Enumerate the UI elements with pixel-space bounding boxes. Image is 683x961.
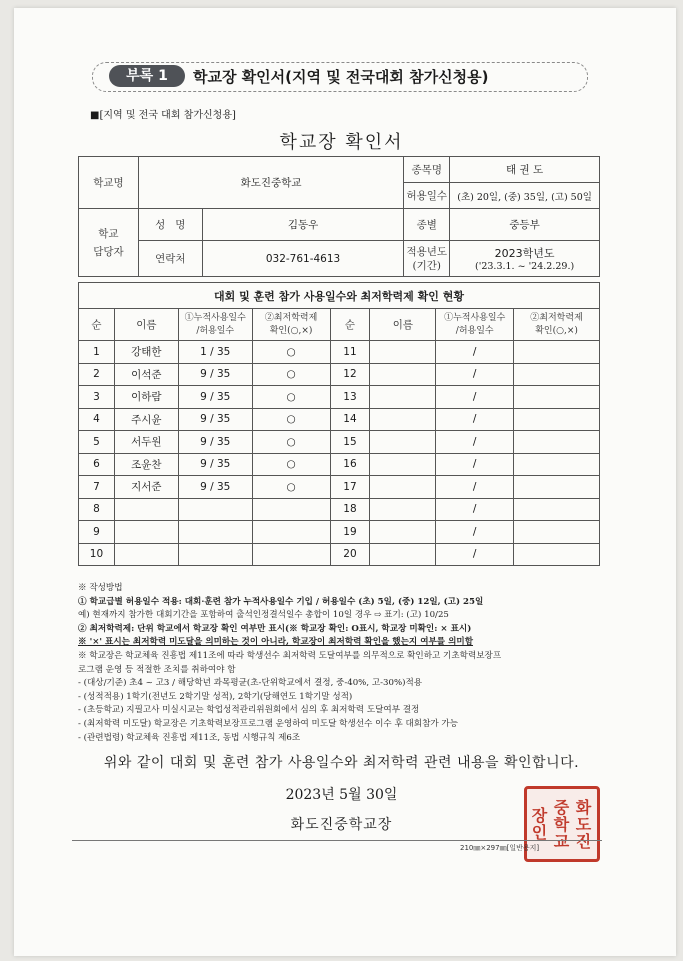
year-cell (450, 241, 600, 277)
table-row (79, 386, 600, 409)
row-check: ○ (252, 431, 330, 454)
row-name (114, 543, 178, 566)
table-row (79, 543, 600, 566)
col-days-right: ①누적사용일수 /허용일수 (436, 309, 514, 341)
row-name: 강태한 (114, 341, 178, 364)
instruction-line: ① 학교급별 허용일수 적용: 대회·훈련 참가 누적사용일수 기입 / 허용일수 (초) 5일, (중) 12일, (고) 25일 (78, 596, 484, 607)
appendix-title: 학교장 확인서(지역 및 전국대회 참가신청용) (193, 68, 489, 86)
table-row (79, 431, 600, 454)
instruction-line: - (최저학력 미도달) 학교장은 기초학력보장프로그램 운영하여 미도달 학생선수 이수 후 대회참가 가능 (78, 718, 459, 729)
row-check: ○ (252, 341, 330, 364)
paper-size-note: 210㎜×297㎜[일반용지] (460, 844, 540, 852)
table-row (79, 498, 600, 521)
row-name: 이하람 (114, 386, 178, 409)
manager-name: 김동우 (202, 209, 404, 241)
col-no-right: 순 (330, 309, 370, 341)
row-days: 9 / 35 (178, 408, 252, 431)
seal-text: 화도진중학교장인 (529, 798, 592, 850)
confirmation-statement: 위와 같이 대회 및 훈련 참가 사용일수와 최저학력 관련 내용을 확인합니다. (103, 755, 580, 771)
row-days: / (436, 431, 514, 454)
row-name (370, 408, 436, 431)
row-check (514, 498, 600, 521)
instruction-line: - (초등학교) 지필고사 미실시교는 학업성적관리위원회에서 심의 후 최저학력 도달여부 결정 (78, 705, 420, 716)
col-name-right: 이름 (370, 309, 436, 341)
row-name: 이석준 (114, 363, 178, 386)
sport-label: 종목명 (404, 157, 450, 183)
row-no: 16 (330, 453, 370, 476)
col-name: 이름 (114, 309, 178, 341)
row-days: 9 / 35 (178, 386, 252, 409)
col-no: 순 (79, 309, 115, 341)
row-days: / (436, 363, 514, 386)
row-no: 7 (79, 476, 115, 499)
issue-date: 2023년 5월 30일 (285, 787, 398, 803)
row-name: 주시윤 (114, 408, 178, 431)
row-check (514, 476, 600, 499)
footer-rule (72, 840, 602, 841)
row-check (252, 543, 330, 566)
row-check: ○ (252, 476, 330, 499)
table-row (79, 521, 600, 544)
row-no: 11 (330, 341, 370, 364)
row-days (178, 543, 252, 566)
row-no: 5 (79, 431, 115, 454)
row-days: / (436, 498, 514, 521)
allowed-days-value: (초) 20일, (중) 35일, (고) 50일 (450, 183, 600, 209)
row-days (178, 498, 252, 521)
row-no: 4 (79, 408, 115, 431)
year-value: 2023학년도 (494, 247, 555, 260)
school-name: 화도진중학교 (138, 157, 403, 209)
row-days: 1 / 35 (178, 341, 252, 364)
appendix-tag: 부록 1 (109, 65, 185, 87)
row-name (370, 363, 436, 386)
row-no: 2 (79, 363, 115, 386)
contact-value: 032-761-4613 (202, 241, 404, 277)
row-days: 9 / 35 (178, 453, 252, 476)
row-days: / (436, 408, 514, 431)
row-name (370, 543, 436, 566)
row-name (370, 498, 436, 521)
row-days: / (436, 341, 514, 364)
row-no: 1 (79, 341, 115, 364)
row-no: 10 (79, 543, 115, 566)
instruction-line: ※ '×' 표시는 최저학력 미도달을 의미하는 것이 아니라, 학교장이 최저학력 확인을 했는지 여부를 의미함 (78, 637, 474, 648)
row-no: 3 (79, 386, 115, 409)
row-no: 8 (79, 498, 115, 521)
row-check: ○ (252, 386, 330, 409)
row-check (514, 543, 600, 566)
row-check (514, 453, 600, 476)
row-check: ○ (252, 408, 330, 431)
info-table (78, 156, 600, 277)
row-name: 조윤찬 (114, 453, 178, 476)
row-name (370, 476, 436, 499)
row-name (114, 498, 178, 521)
contact-label: 연락처 (138, 241, 202, 277)
instruction-line: 로그램 운영 등 적절한 조치를 취하여야 함 (78, 664, 236, 675)
row-check: ○ (252, 363, 330, 386)
row-check (514, 408, 600, 431)
row-name (370, 431, 436, 454)
row-check (514, 431, 600, 454)
row-check: ○ (252, 453, 330, 476)
row-no: 18 (330, 498, 370, 521)
manager-label: 학교 담당자 (79, 209, 139, 277)
row-days: / (436, 543, 514, 566)
row-name (370, 453, 436, 476)
row-no: 15 (330, 431, 370, 454)
form-subnote: ■[지역 및 전국 대회 참가신청용] (90, 110, 236, 121)
row-days: 9 / 35 (178, 363, 252, 386)
instruction-line: - (대상/기준) 초4 ~ 고3 / 해당학년 과목평균(초-단위학교에서 결정, 중-40%, 고-30%)적용 (78, 678, 423, 689)
table-row (79, 341, 600, 364)
sport-value: 태 권 도 (450, 157, 600, 183)
instruction-line: - (관련법령) 학교체육 진흥법 제11조, 동법 시행규칙 제6조 (78, 732, 301, 743)
instruction-line: 예) 현재까지 참가한 대회기간을 포함하여 출석인정결석일수 총합이 10일 경우 ⇨ 표기: (고) 10/25 (78, 610, 449, 621)
table-row (79, 476, 600, 499)
school-name-label: 학교명 (79, 157, 139, 209)
row-days: 9 / 35 (178, 476, 252, 499)
row-no: 20 (330, 543, 370, 566)
row-check (514, 386, 600, 409)
row-no: 12 (330, 363, 370, 386)
row-days: / (436, 453, 514, 476)
row-name: 지서준 (114, 476, 178, 499)
instruction-line: ※ 작성방법 (78, 583, 123, 593)
issuer-name: 화도진중학교장 (290, 817, 393, 833)
category-value: 중등부 (450, 209, 600, 241)
row-check (514, 341, 600, 364)
row-no: 13 (330, 386, 370, 409)
status-header-row (79, 309, 600, 341)
table-row (79, 408, 600, 431)
section-title: 대회 및 훈련 참가 사용일수와 최저학력제 확인 현황 (79, 283, 600, 309)
appendix-banner (92, 62, 588, 92)
row-name: 서두원 (114, 431, 178, 454)
year-label: 적용년도 (기간) (404, 241, 450, 277)
table-row (79, 453, 600, 476)
row-no: 19 (330, 521, 370, 544)
table-row (79, 363, 600, 386)
row-check (514, 521, 600, 544)
row-no: 17 (330, 476, 370, 499)
instructions (78, 582, 618, 745)
row-check (252, 521, 330, 544)
status-table (78, 282, 600, 566)
row-no: 14 (330, 408, 370, 431)
row-check (252, 498, 330, 521)
category-label: 종별 (404, 209, 450, 241)
allowed-days-label: 허용일수 (404, 183, 450, 209)
instruction-line: ② 최저학력제: 단위 학교에서 학교장 확인 여부만 표시(※ 학교장 확인: O표시, 학교장 미확인: × 표시) (78, 623, 472, 634)
col-check: ②최저학력제 확인(○,×) (252, 309, 330, 341)
row-check (514, 363, 600, 386)
row-name (370, 386, 436, 409)
document-title: 학교장 확인서 (279, 132, 404, 153)
row-days: / (436, 476, 514, 499)
col-days: ①누적사용일수 /허용일수 (178, 309, 252, 341)
row-days (178, 521, 252, 544)
row-days: / (436, 386, 514, 409)
row-no: 9 (79, 521, 115, 544)
row-name (370, 521, 436, 544)
instruction-line: - (성적적용) 1학기(전년도 2학기말 성적), 2학기(당해연도 1학기말 성적) (78, 691, 353, 702)
instruction-line: ※ 학교장은 학교체육 진흥법 제11조에 따라 학생선수 최저학력 도달여부를 의무적으로 확인하고 기초학력보장프 (78, 650, 502, 661)
col-check-right: ②최저학력제 확인(○,×) (514, 309, 600, 341)
row-name (114, 521, 178, 544)
manager-name-label: 성 명 (138, 209, 202, 241)
period-value: ('23.3.1. ~ '24.2.29.) (475, 261, 575, 272)
row-days: 9 / 35 (178, 431, 252, 454)
row-no: 6 (79, 453, 115, 476)
row-name (370, 341, 436, 364)
row-days: / (436, 521, 514, 544)
